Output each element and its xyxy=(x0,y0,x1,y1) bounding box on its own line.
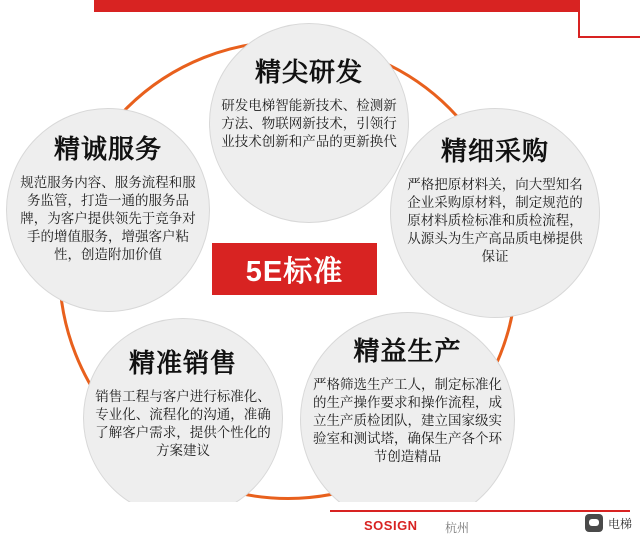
circle-production-title: 精益生产 xyxy=(353,336,462,366)
footer-brand: SOSIGN xyxy=(364,518,418,533)
footer xyxy=(0,502,640,548)
circle-production-body: 严格筛选生产工人，制定标准化的生产操作要求和操作流程，成立生产质检团队，建立国家级实验室和测试塔，确保生产各个环节创造精品 xyxy=(313,377,502,465)
circle-sales-title: 精准销售 xyxy=(128,348,237,378)
circle-purchase xyxy=(390,108,600,318)
circle-service xyxy=(6,108,210,312)
circle-rd-title: 精尖研发 xyxy=(254,57,363,87)
circle-rd xyxy=(209,23,409,223)
circle-rd-body: 研发电梯智能新技术、检测新方法、物联网新技术，引领行业技术创新和产品的更新换代 xyxy=(221,98,397,150)
top-corner-outline xyxy=(578,0,640,38)
circle-service-title: 精诚服务 xyxy=(53,134,162,164)
circle-sales-body: 销售工程与客户进行标准化、专业化、流程化的沟通，准确了解客户需求，提供个性化的方案建议 xyxy=(95,389,271,459)
circle-production xyxy=(300,312,515,527)
center-badge xyxy=(212,243,377,295)
wechat-label: 电梯 xyxy=(607,516,632,531)
top-red-bar xyxy=(94,0,579,12)
wechat-icon xyxy=(585,514,603,532)
circle-purchase-title: 精细采购 xyxy=(440,136,549,166)
wechat-badge xyxy=(585,514,632,532)
circle-sales xyxy=(83,318,283,518)
top-left-spacer xyxy=(0,0,94,12)
center-badge-label: 5E标准 xyxy=(245,255,344,288)
footer-rule xyxy=(330,510,630,512)
footer-sub: 杭州 xyxy=(445,521,470,535)
circle-service-body: 规范服务内容、服务流程和服务监管，打造一通的服务品牌，为客户提供领先于竞争对手的增值服务，增强客户粘性，创造附加价值 xyxy=(20,175,196,263)
circle-purchase-body: 严格把原材料关，向大型知名企业采购原材料，制定规范的原材料质检标准和质检流程，从源头为生产高品质电梯提供保证 xyxy=(407,177,583,265)
